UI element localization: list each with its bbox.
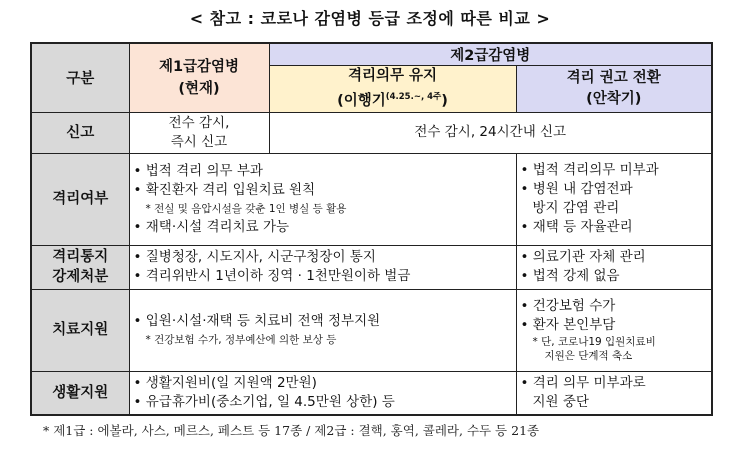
header-transition-line1: 격리의무 유지 <box>347 68 438 84</box>
header-category: 구분 <box>31 43 129 112</box>
header-class1 <box>129 43 269 112</box>
page-title: < 참고 : 코로나 감염병 등급 조정에 따른 비교 > <box>189 9 551 28</box>
row-label-living: 생활지원 <box>31 371 129 415</box>
report-class2: 전수 감시, 24시간내 신고 <box>269 112 712 153</box>
isolation-left: • 법적 격리 의무 부과 • 확진환자 격리 입원치료 원칙 * 전실 및 음압시설을 갖춘 1인 병실 등 활용 • 재택·시설 격리치료 가능 <box>129 153 516 245</box>
notice-left: • 질병청장, 시도지사, 시군구청장이 통지 • 격리위반시 1년이하 징역 · 1천만원이하 벌금 <box>129 245 516 289</box>
notice-right: • 의료기관 자체 관리 • 법적 강제 없음 <box>516 245 712 289</box>
header-class1-line2: (현재) <box>178 80 220 97</box>
header-class2-group: 제2급감염병 <box>269 43 712 66</box>
treatment-right: • 건강보험 수가 • 환자 본인부담 * 단, 코로나19 입원치료비 지원은 단계적 축소 <box>516 289 712 371</box>
row-label-isolation: 격리여부 <box>31 153 129 245</box>
footnote: * 제1급 : 에볼라, 사스, 메르스, 페스트 등 17종 / 제2급 : 결핵, 홍역, 콜레라, 수두 등 21종 <box>43 423 540 438</box>
header-transition <box>269 66 516 113</box>
isolation-right: • 법적 격리의무 미부과 • 병원 내 감염전파 방지 감염 관리 • 재택 등 자율관리 <box>516 153 712 245</box>
header-transition-line2: (이행기$^{(4.25.\sim, 4주}$) <box>337 92 448 109</box>
row-label-report: 신고 <box>31 112 129 153</box>
header-settled <box>516 66 712 113</box>
report-class1: 전수 감시, 즉시 신고 <box>129 112 269 153</box>
treatment-left: • 입원·시설·재택 등 치료비 전액 정부지원 * 건강보험 수가, 정부예산에 의한 보상 등 <box>129 289 516 371</box>
living-right: • 격리 의무 미부과로 지원 중단 <box>516 371 712 415</box>
header-class1-line1: 제1급감염병 <box>158 58 240 75</box>
living-left: • 생활지원비(일 지원액 2만원) • 유급휴가비(중소기업, 일 4.5만원 상한) 등 <box>129 371 516 415</box>
header-settled-line2: (안착기) <box>586 90 642 107</box>
row-label-notice: 격리통지 강제처분 <box>31 245 129 289</box>
comparison-table <box>30 42 713 416</box>
header-settled-line1: 격리 권고 전환 <box>566 69 661 86</box>
row-label-treatment: 치료지원 <box>31 289 129 371</box>
